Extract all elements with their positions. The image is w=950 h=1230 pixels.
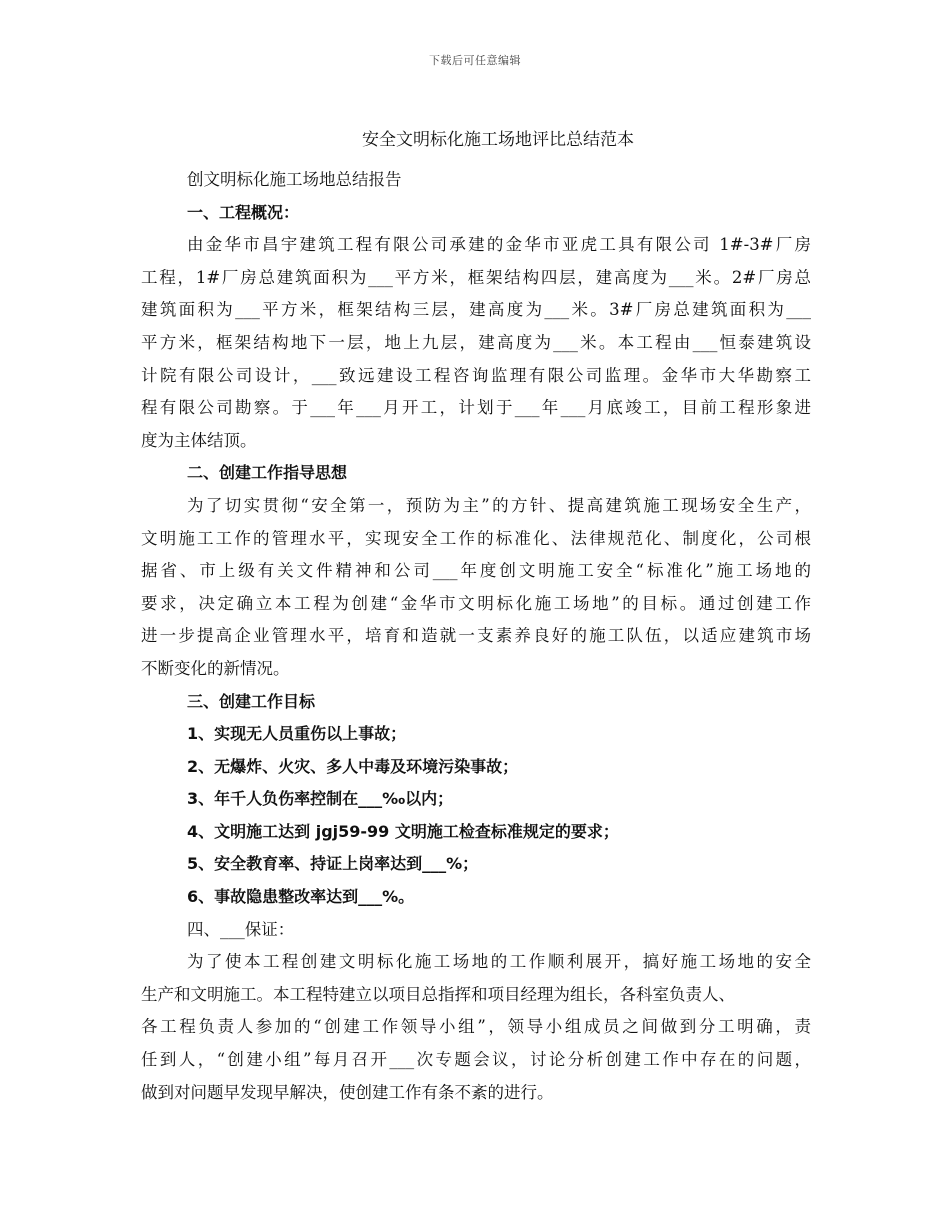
paragraph-line: 任到人，“创建小组”每月召开___次专题会议，讨论分析创建工作中存在的问题， [141, 1050, 811, 1070]
section-heading-line: 1、实现无人员重伤以上事故； [187, 724, 407, 744]
paragraph-line: 做到对问题早发现早解决，使创建工作有条不紊的进行。 [141, 1082, 554, 1102]
paragraph-line: 平方米，框架结构地下一层，地上九层，建高度为___米。本工程由___恒泰建筑设 [141, 332, 811, 352]
section-heading-line: 一、工程概况： [187, 202, 300, 222]
paragraph-line: 工程，1#厂房总建筑面积为___平方米，框架结构四层，建高度为___米。2#厂房总 [141, 267, 811, 287]
section-heading-line: 三、创建工作目标 [187, 691, 316, 711]
header-note: 下载后可任意编辑 [429, 54, 521, 67]
paragraph-line: 各工程负责人参加的“创建工作领导小组”，领导小组成员之间做到分工明确，责 [141, 1017, 811, 1037]
paragraph-line: 要求，决定确立本工程为创建“金华市文明标化施工场地”的目标。通过创建工作 [141, 593, 811, 613]
paragraph-line: 计院有限公司设计，___致远建设工程咨询监理有限公司监理。金华市大华勘察工 [141, 365, 811, 385]
paragraph-line: 建筑面积为___平方米，框架结构三层，建高度为___米。3#厂房总建筑面积为___ [141, 300, 811, 320]
paragraph-line: 文明施工工作的管理水平，实现安全工作的标准化、法律规范化、制度化，公司根 [141, 528, 811, 548]
paragraph-line: 不断变化的新情况。 [141, 658, 290, 678]
paragraph-line: 程有限公司勘察。于___年___月开工，计划于___年___月底竣工，目前工程形象进 [141, 398, 811, 418]
paragraph-line: 由金华市昌宇建筑工程有限公司承建的金华市亚虎工具有限公司 1#-3#厂房 [187, 235, 811, 255]
document-title: 安全文明标化施工场地评比总结范本 [362, 130, 634, 150]
section-heading-line: 2、无爆炸、火灾、多人中毒及环境污染事故； [187, 756, 519, 776]
section-heading-line: 6、事故隐患整改率达到___%。 [187, 887, 415, 907]
section-heading-line: 3、年千人负伤率控制在___‰以内； [187, 789, 454, 809]
paragraph-line: 度为主体结顶。 [141, 430, 257, 450]
section-heading-line: 4、文明施工达到 jgj59-99 文明施工检查标准规定的要求； [187, 821, 619, 841]
paragraph-line: 创文明标化施工场地总结报告 [187, 170, 402, 189]
paragraph-line: 据省、市上级有关文件精神和公司___年度创文明施工安全“标准化”施工场地的 [141, 561, 811, 581]
section-heading-line: 二、创建工作指导思想 [187, 463, 348, 483]
paragraph-line: 四、___保证： [187, 919, 295, 939]
document-body [141, 164, 811, 1109]
paragraph-line: 生产和文明施工。本工程特建立以项目总指挥和项目经理为组长，各科室负责人、 [141, 984, 735, 1004]
section-heading-line: 5、安全教育率、持证上岗率达到___%； [187, 854, 479, 874]
paragraph-line: 为了切实贯彻“安全第一，预防为主”的方针、提高建筑施工现场安全生产， [187, 495, 811, 515]
paragraph-line: 进一步提高企业管理水平，培育和造就一支素养良好的施工队伍，以适应建筑市场 [141, 626, 811, 646]
paragraph-line: 为了使本工程创建文明标化施工场地的工作顺利展开，搞好施工场地的安全 [187, 952, 811, 972]
